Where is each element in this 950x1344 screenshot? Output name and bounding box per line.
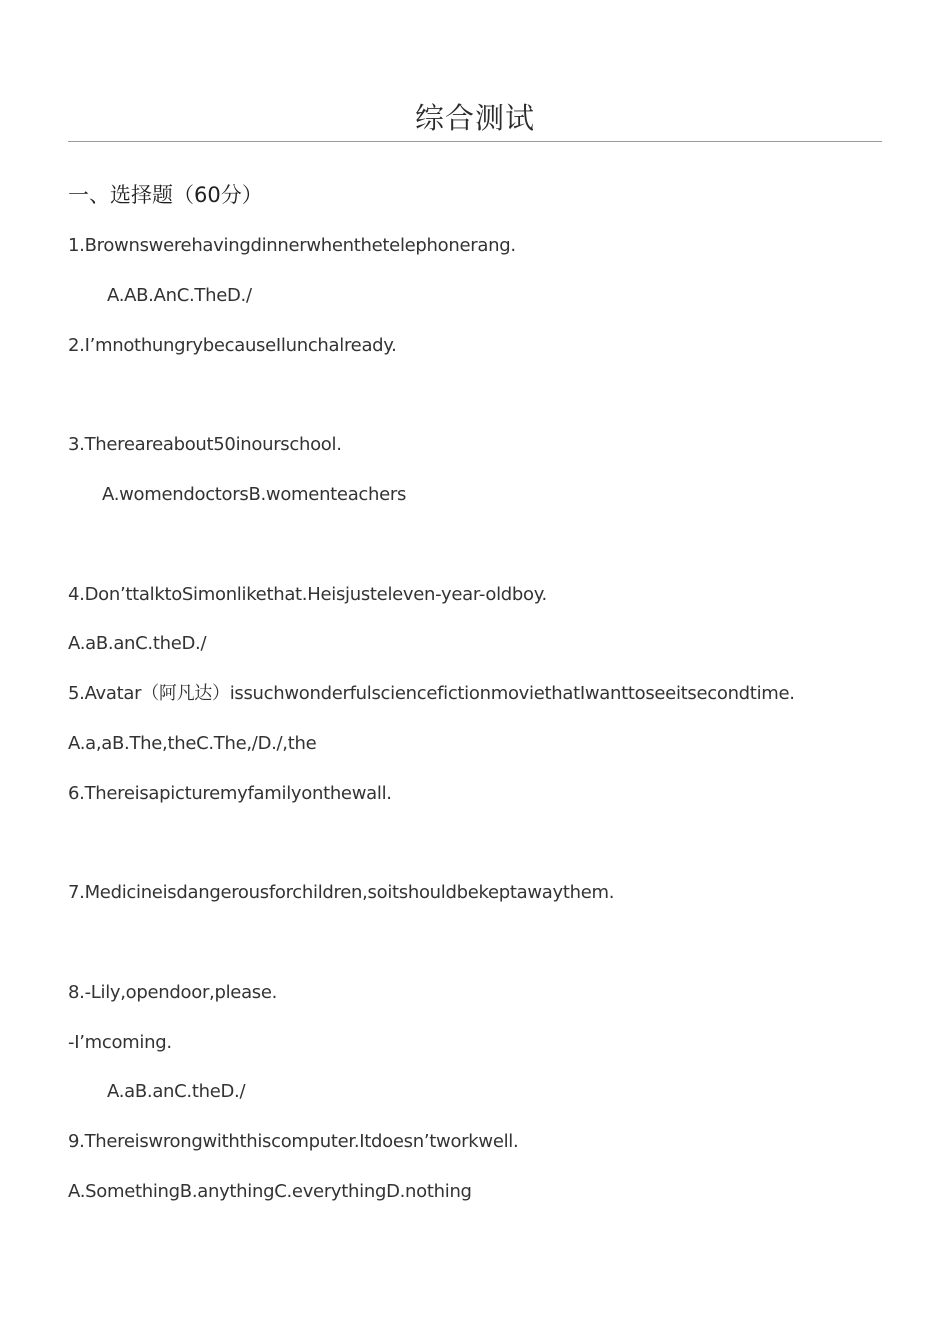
- page-title: 综合测试: [414, 101, 535, 135]
- question-4-options: A.aB.anC.theD./: [68, 633, 207, 654]
- question-9: 9.Thereiswrongwiththiscomputer.Itdoesn’tworkwell.: [68, 1131, 519, 1152]
- question-3: 3.Thereareabout50inourschool.: [68, 434, 342, 455]
- question-5-options: A.a,aB.The,theC.The,/D./,the: [68, 733, 317, 754]
- question-6: 6.Thereisapicturemyfamilyonthewall.: [68, 783, 392, 804]
- question-8: 8.-Lily,opendoor,please.: [68, 982, 278, 1003]
- question-3-options: A.womendoctorsB.womenteachers: [102, 484, 407, 505]
- title-divider: [68, 141, 882, 142]
- question-4: 4.Don’ttalktoSimonlikethat.Heisjusteleven-year-oldboy.: [68, 584, 547, 605]
- question-1: 1.Brownswerehavingdinnerwhenthetelephonerang.: [68, 235, 516, 256]
- question-7: 7.Medicineisdangerousforchildren,soitshouldbekeptawaythem.: [68, 882, 615, 903]
- question-8-options: A.aB.anC.theD./: [107, 1081, 246, 1102]
- section-heading: 一、选择题（60分）: [68, 183, 263, 207]
- question-8-reply: -I’mcoming.: [68, 1032, 172, 1053]
- question-5: 5.Avatar（阿凡达）issuchwonderfulsciencefictionmoviethatIwanttoseeitsecondtime.: [68, 683, 795, 704]
- question-2: 2.I’mnothungrybecauseIlunchalready.: [68, 335, 397, 356]
- question-1-options: A.AB.AnC.TheD./: [107, 285, 252, 306]
- question-9-options: A.SomethingB.anythingC.everythingD.nothing: [68, 1181, 472, 1202]
